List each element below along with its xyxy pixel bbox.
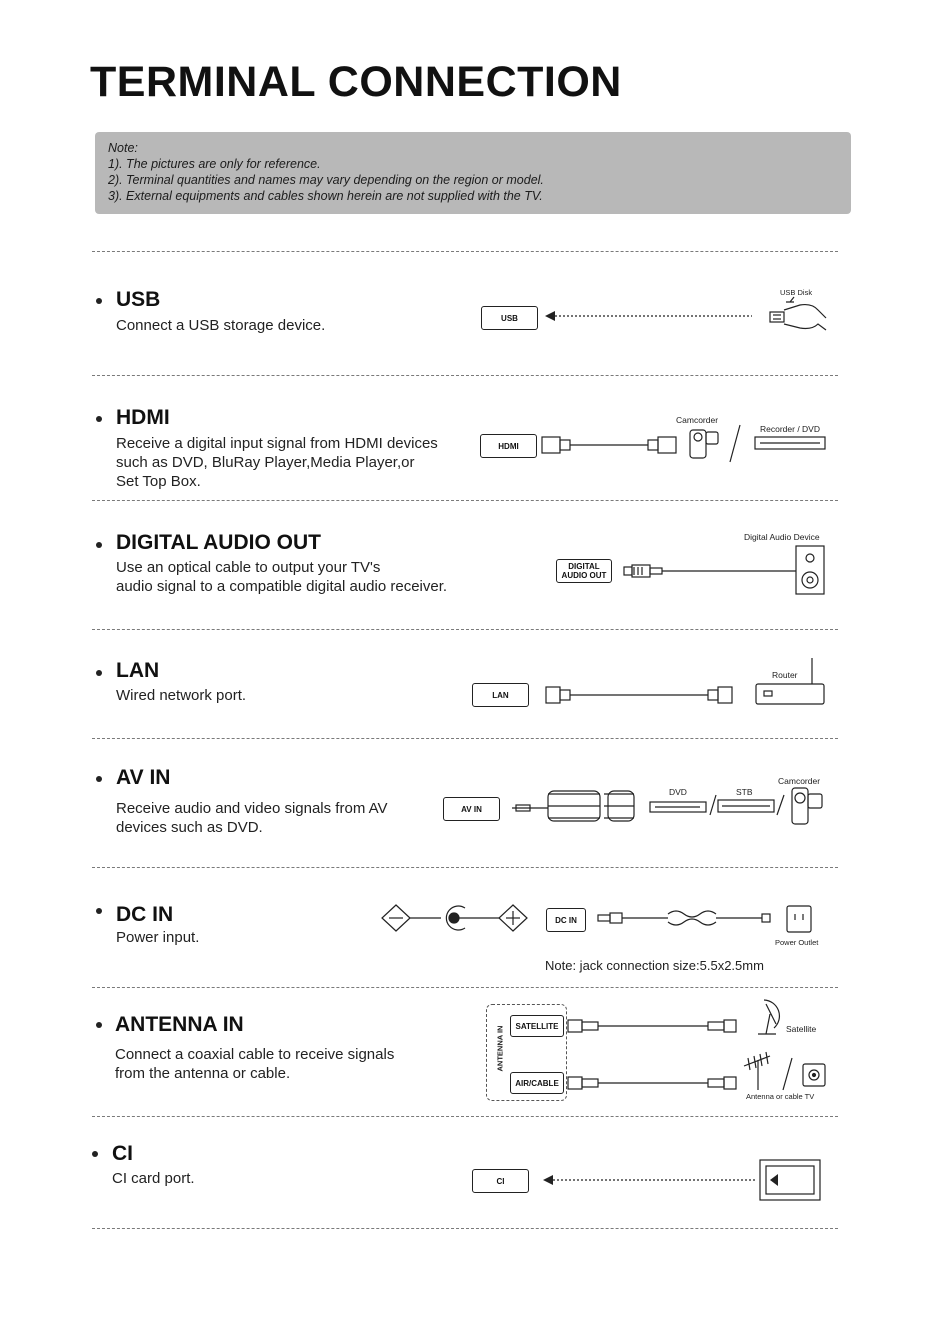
hdmi-title: HDMI (116, 406, 170, 429)
recorder-dvd-icon (755, 437, 825, 449)
dvd-icon (650, 802, 706, 812)
note-line-1: 1). The pictures are only for reference. (108, 157, 321, 171)
av-in-title: AV IN (116, 766, 171, 789)
page-title: TERMINAL CONNECTION (90, 58, 622, 106)
ci-arrow (543, 1175, 756, 1185)
recorder-dvd-label: Recorder / DVD (760, 424, 820, 434)
antenna-group-label: ANTENNA IN (495, 1025, 505, 1072)
bullet (92, 1151, 98, 1157)
bullet (96, 776, 102, 782)
ci-description: CI card port. (112, 1170, 195, 1187)
speaker-icon (796, 546, 824, 594)
dc-in-title: DC IN (116, 903, 174, 926)
usb-title: USB (116, 288, 161, 311)
dc-polarity-icon (382, 905, 527, 931)
note-heading: Note: (108, 141, 138, 155)
power-outlet-label: Power Outlet (775, 938, 819, 947)
usb-description: Connect a USB storage device. (116, 317, 326, 334)
satellite-port: SATELLITE (510, 1015, 564, 1037)
antenna-in-description: Connect a coaxial cable to receive signals from the antenna or cable. (115, 1046, 395, 1082)
camcorder-label: Camcorder (778, 776, 821, 786)
dc-in-description: Power input. (116, 929, 200, 946)
power-outlet-icon (787, 906, 811, 932)
lan-title: LAN (116, 659, 160, 682)
air-cable (568, 1077, 736, 1089)
ci-port: CI (472, 1169, 529, 1193)
optical-cable (624, 565, 796, 577)
note-line-3: 3). External equipments and cables shown herein are not supplied with the TV. (108, 189, 543, 203)
satellite-dish-icon (758, 1000, 779, 1034)
dc-in-port: DC IN (546, 908, 586, 932)
dvd-label: DVD (669, 787, 687, 797)
dc-power-cable (598, 911, 770, 925)
lan-description: Wired network port. (116, 687, 247, 704)
ci-card-icon (760, 1160, 820, 1200)
usb-port: USB (481, 306, 538, 330)
bullet (96, 542, 102, 548)
av-in-description: Receive audio and video signals from AV devices such as DVD. (116, 800, 388, 836)
camcorder-icon (690, 430, 718, 458)
air-cable-port: AIR/CABLE (510, 1072, 564, 1094)
usb-cable-arrow (545, 311, 752, 321)
stb-label: STB (736, 787, 753, 797)
av-cable (512, 791, 634, 821)
digital-audio-port: DIGITAL AUDIO OUT (556, 559, 612, 583)
dc-in-note: Note: jack connection size:5.5x2.5mm (545, 958, 764, 973)
satellite-label: Satellite (786, 1024, 817, 1034)
lan-cable (546, 687, 732, 703)
wall-socket-icon (803, 1064, 825, 1086)
bullet (96, 670, 102, 676)
camcorder-label: Camcorder (676, 415, 719, 425)
av-in-port: AV IN (443, 797, 500, 821)
hdmi-description: Receive a digital input signal from HDMI devices such as DVD, BluRay Player,Media Player,or Set Top Box. (116, 435, 438, 490)
ci-title: CI (112, 1142, 133, 1165)
note-line-2: 2). Terminal quantities and names may vary depending on the region or model. (108, 173, 544, 187)
antenna-icon (744, 1052, 770, 1090)
satellite-cable (568, 1020, 736, 1032)
digital-audio-title: DIGITAL AUDIO OUT (116, 531, 321, 554)
antenna-in-title: ANTENNA IN (115, 1013, 244, 1036)
usb-disk-label: USB Disk (780, 288, 813, 297)
digital-audio-description: Use an optical cable to output your TV's audio signal to a compatible digital audio receiver. (116, 559, 448, 595)
stb-icon (718, 800, 774, 812)
bullet (96, 1022, 102, 1028)
antenna-cable-label: Antenna or cable TV (746, 1092, 815, 1101)
usb-disk-icon (770, 297, 826, 330)
hdmi-port: HDMI (480, 434, 537, 458)
router-label: Router (772, 670, 798, 680)
digital-audio-device-label: Digital Audio Device (744, 532, 820, 542)
lan-port: LAN (472, 683, 529, 707)
bullet (96, 416, 102, 422)
camcorder-icon (792, 788, 822, 824)
hdmi-cable (542, 437, 676, 453)
router-icon (756, 658, 824, 704)
bullet (96, 298, 102, 304)
bullet (96, 908, 102, 914)
